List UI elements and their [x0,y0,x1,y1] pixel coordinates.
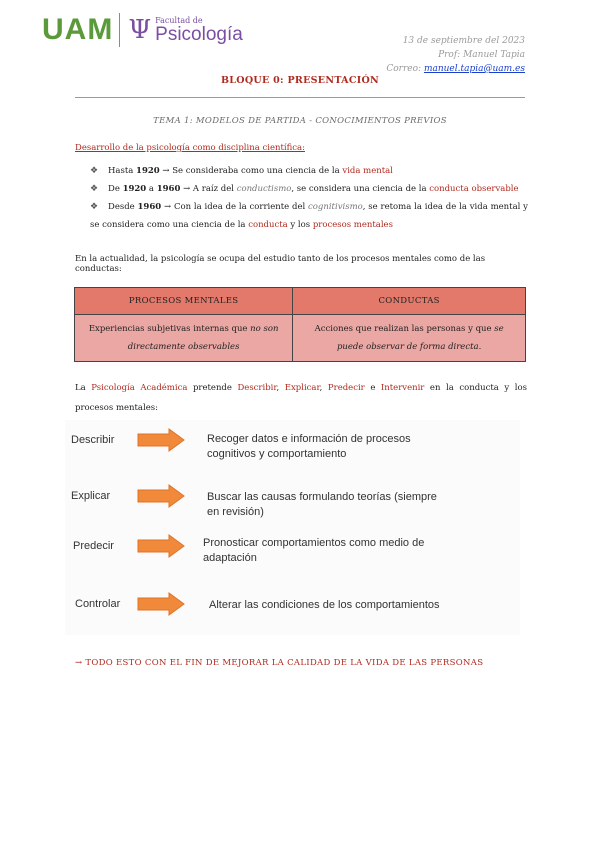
diagram-verb: Describir [71,434,115,446]
goals-diagram [65,420,520,635]
diagram-verb: Explicar [71,490,111,502]
header-professor: Prof: Manuel Tapia [438,50,525,60]
email-label: Correo: [386,64,422,74]
academica-paragraph: La Psicología Académica pretende Describir, Explicar, Predecir e Intervenir en la conducta y los procesos mentales: [75,383,527,413]
psi-icon: Ψ [128,15,152,45]
diagram-desc: Pronosticar comportamientos como medio de adaptación [203,537,425,564]
actualidad-paragraph: En la actualidad, la psicología se ocupa del estudio tanto de los procesos mentales como de las conductas: [75,254,486,274]
right-arrow-icon [137,534,185,558]
table-header: PROCESOS MENTALES [75,288,293,315]
comparison-table [74,287,526,362]
diamond-bullet-icon: ❖ [90,184,99,194]
logo-psicologia: Psicología [155,23,243,45]
right-arrow-icon [137,592,185,616]
page-title: BLOQUE 0: PRESENTACIÓN [220,75,380,86]
list-item: ❖ Desde 1960 → Con la idea de la corriente del cognitivismo, se retoma la idea de la vida mental y se considera como una ciencia de la conducta y los procesos mentales [90,198,528,234]
logo-facultad: Facultad de [155,15,203,25]
diagram-desc: Recoger datos e información de procesos cognitivos y comportamiento [207,433,411,460]
header-date: 13 de septiembre del 2023 [402,36,525,46]
title-rule [75,97,525,98]
list-item: ❖ Hasta 1920 → Se consideraba como una ciencia de la vida mental [90,162,528,180]
table-header: CONDUCTAS [293,288,526,315]
diagram-desc: Buscar las causas formulando teorías (siempre en revisión) [207,491,437,518]
table-cell: Acciones que realizan las personas y que se puede observar de forma directa. [293,315,526,362]
diamond-bullet-icon: ❖ [90,202,99,212]
table-cell: Experiencias subjetivas internas que no son directamente observables [75,315,293,362]
diagram-verb: Controlar [75,598,121,610]
faculty-logo [42,10,243,50]
uam-logo-text: UAM [42,13,114,46]
logo-divider [119,13,120,47]
list-item: ❖ De 1920 a 1960 → A raíz del conductismo, se considera una ciencia de la conducta observable [90,180,528,198]
closing-statement: → TODO ESTO CON EL FIN DE MEJORAR LA CALIDAD DE LA VIDA DE LAS PERSONAS [75,658,484,668]
email-link[interactable]: manuel.tapia@uam.es [423,64,525,74]
right-arrow-icon [137,484,185,508]
right-arrow-icon [137,428,185,452]
diamond-bullet-icon: ❖ [90,166,99,176]
section-heading: Desarrollo de la psicología como disciplina científica: [75,143,305,153]
diagram-verb: Predecir [73,540,114,552]
diagram-desc: Alterar las condiciones de los comportamientos [209,599,440,611]
header-meta [386,34,525,76]
page-subtitle: TEMA 1: MODELOS DE PARTIDA - CONOCIMIENTOS PREVIOS [153,116,447,126]
